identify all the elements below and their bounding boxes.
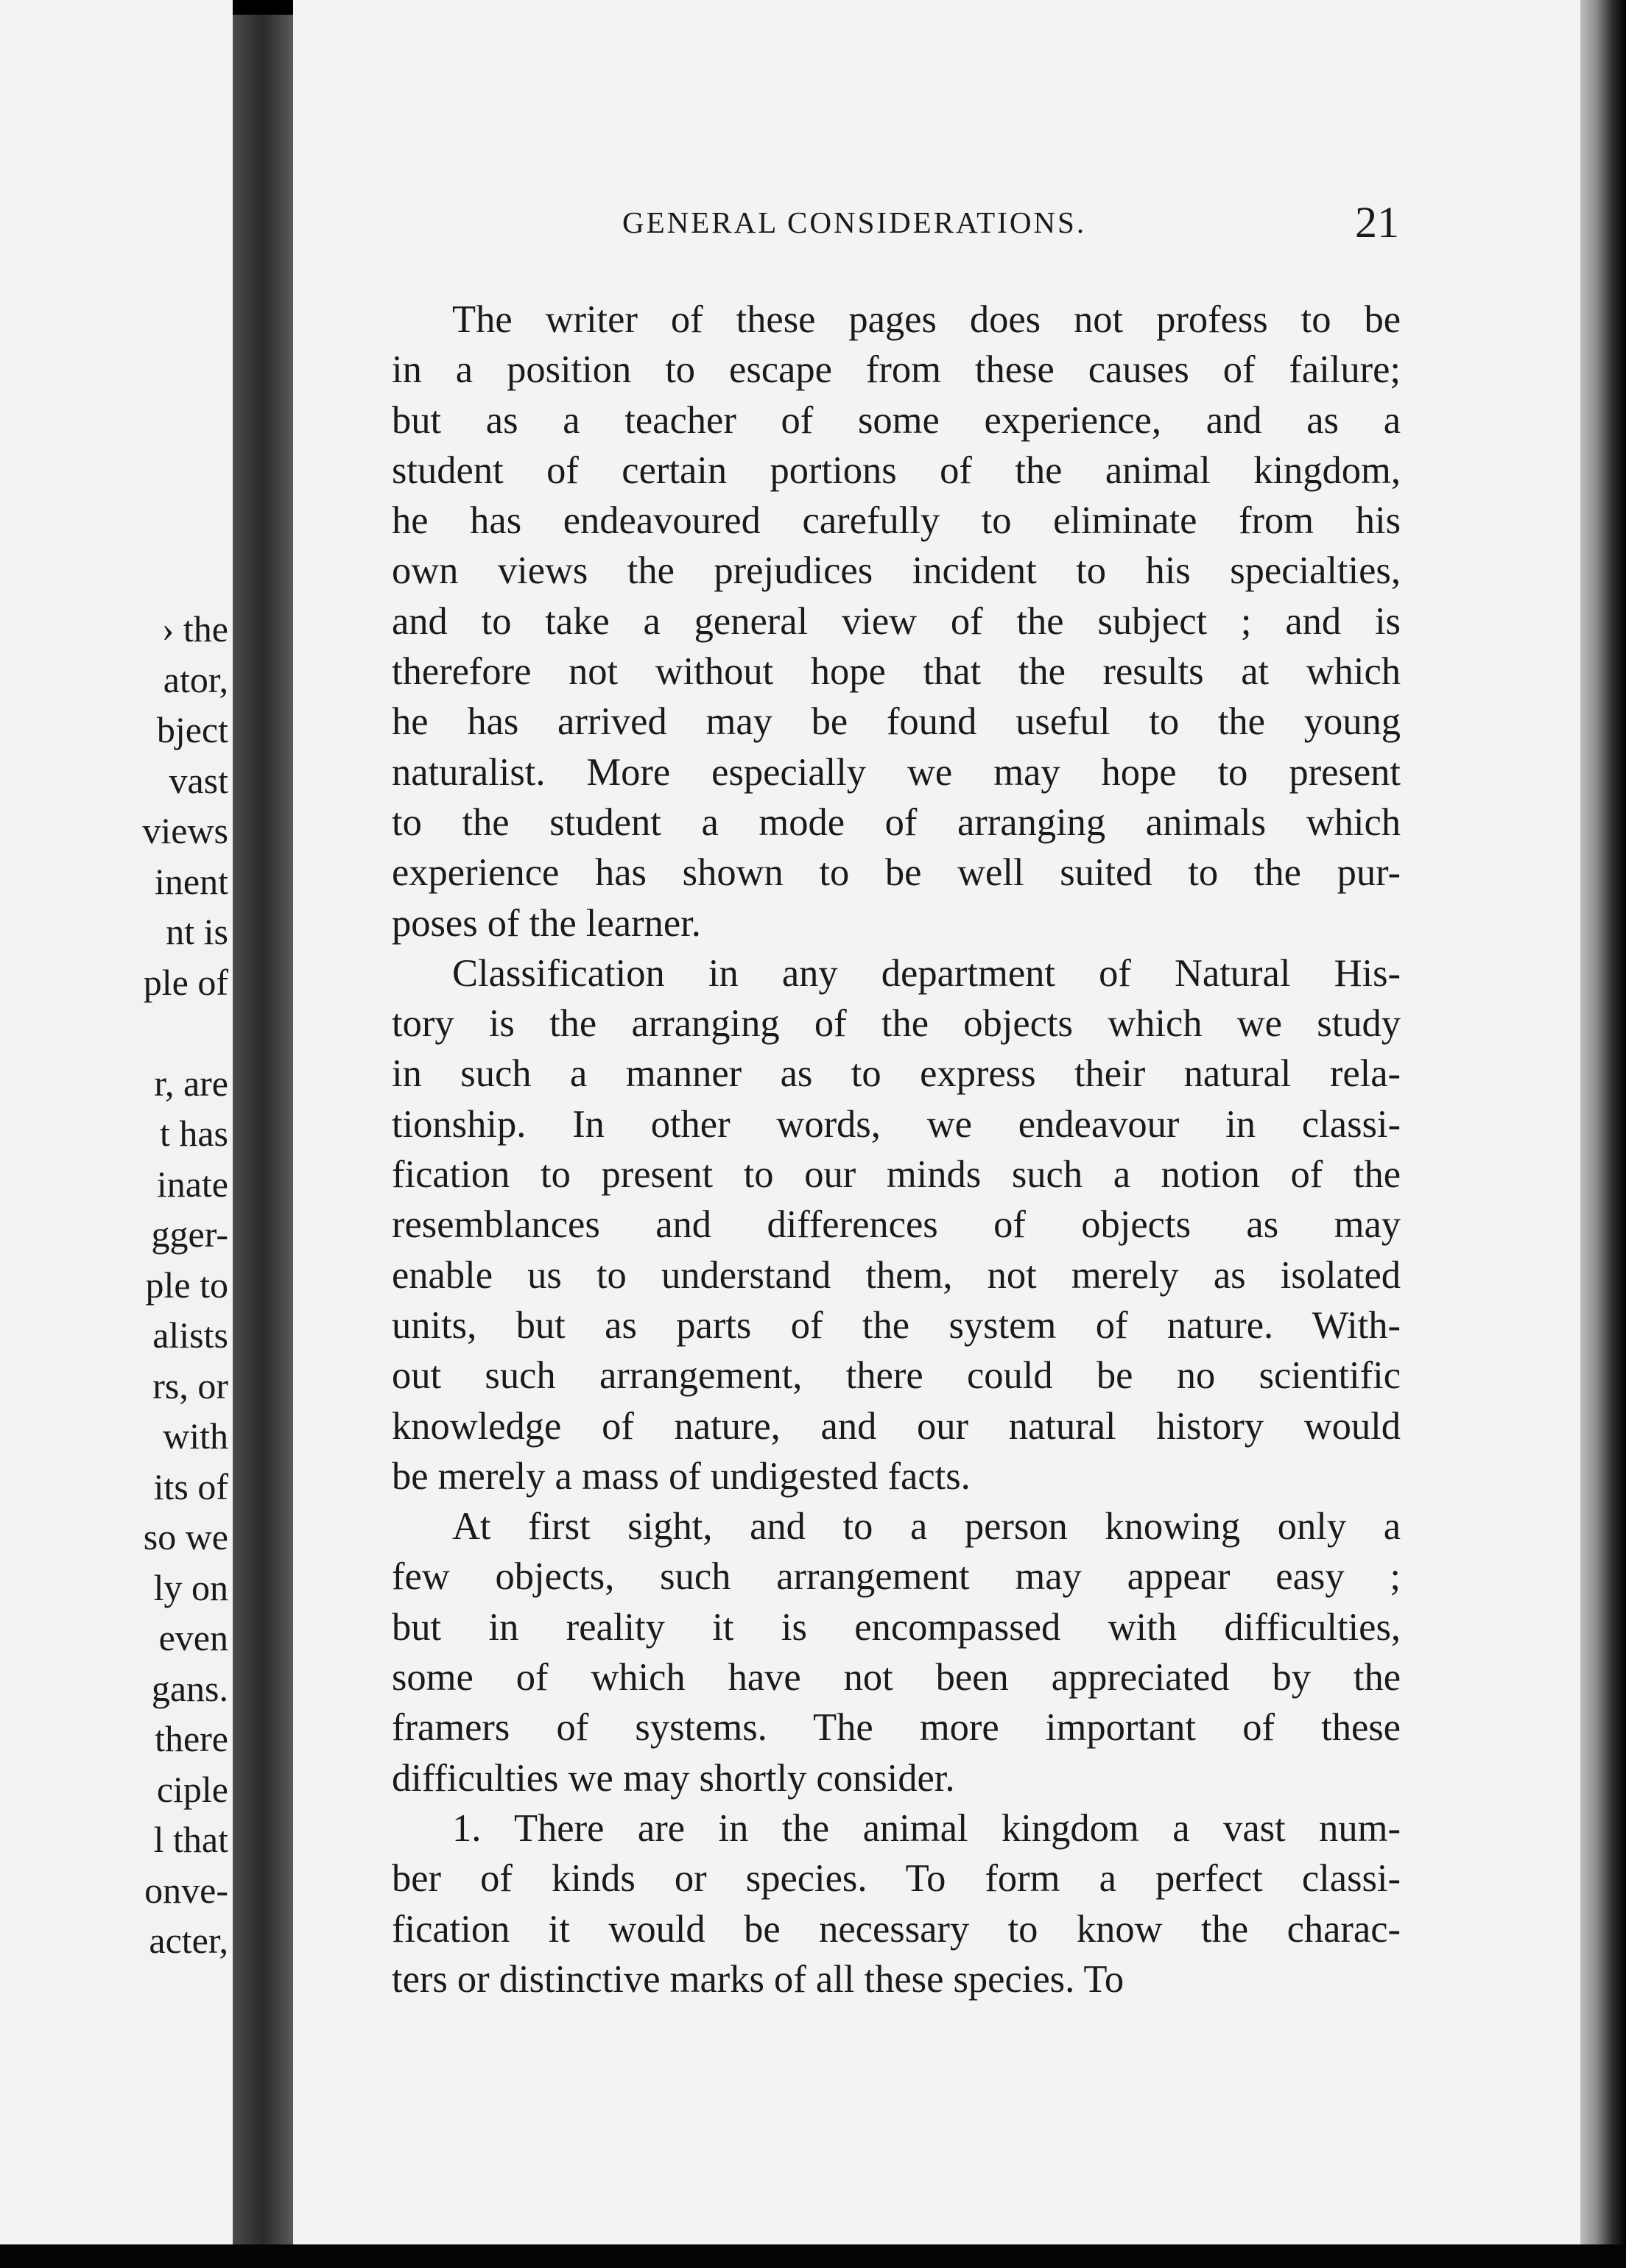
facing-page-line: acter,: [149, 1920, 228, 1961]
facing-page-line: with: [163, 1415, 228, 1457]
facing-page-line: ple of: [143, 961, 228, 1003]
text-line: experience has shown to be well suited to the pur-: [392, 851, 1401, 895]
facing-page-line: ciple: [156, 1768, 228, 1810]
text-line: units, but as parts of the system of nature. With-: [392, 1303, 1401, 1347]
paragraph: [392, 1501, 1401, 1803]
running-head: GENERAL CONSIDERATIONS.: [622, 205, 1087, 239]
facing-page-line: r, are: [154, 1062, 228, 1104]
text-line: student of certain portions of the animal kingdom,: [392, 448, 1401, 492]
text-line: At first sight, and to a person knowing only a: [452, 1505, 1401, 1549]
text-line: some of which have not been appreciated by the: [392, 1656, 1401, 1700]
text-line: tionship. In other words, we endeavour in classi-: [392, 1102, 1401, 1146]
text-line: he has endeavoured carefully to eliminate from his: [392, 499, 1401, 543]
text-line: fication to present to our minds such a notion of the: [392, 1153, 1401, 1197]
facing-page-line: ator,: [163, 658, 228, 700]
text-line: enable us to understand them, not merely as isolated: [392, 1253, 1401, 1297]
page-edge-shadow: [1580, 0, 1626, 2268]
facing-page-line: inate: [156, 1163, 228, 1205]
text-line: resemblances and differences of objects as may: [392, 1203, 1401, 1247]
body-text: [392, 295, 1401, 2004]
text-line: in a position to escape from these causes of failure;: [392, 348, 1401, 392]
text-line: few objects, such arrangement may appear easy ;: [392, 1555, 1401, 1599]
text-line: tory is the arranging of the objects which we study: [392, 1002, 1401, 1046]
facing-page-line: › the: [161, 608, 228, 649]
facing-page-line: rs, or: [152, 1364, 228, 1406]
facing-page-line: there: [155, 1718, 228, 1759]
page-number: 21: [1355, 198, 1399, 247]
text-line: Classification in any department of Natural His-: [452, 951, 1401, 995]
facing-page-line: its of: [153, 1465, 228, 1507]
paragraph: [392, 948, 1401, 1501]
text-line: 1. There are in the animal kingdom a vast num-: [452, 1806, 1401, 1850]
text-line: naturalist. More especially we may hope to present: [392, 750, 1401, 794]
text-line: knowledge of nature, and our natural history would: [392, 1404, 1401, 1448]
text-line: he has arrived may be found useful to the young: [392, 700, 1401, 744]
text-line: but in reality it is encompassed with difficulties,: [392, 1605, 1401, 1649]
text-line: therefore not without hope that the results at which: [392, 650, 1401, 694]
facing-page-text: [142, 604, 228, 1966]
paragraph: [392, 295, 1401, 948]
text-line: to the student a mode of arranging animals which: [392, 800, 1401, 844]
text-line: framers of systems. The more important of these: [392, 1706, 1401, 1750]
text-line: but as a teacher of some experience, and as a: [392, 398, 1401, 442]
text-line: and to take a general view of the subject ; and is: [392, 599, 1401, 643]
facing-page-line: l that: [153, 1819, 228, 1860]
facing-page-line: gans.: [151, 1667, 228, 1709]
facing-page-line: so we: [143, 1516, 228, 1557]
facing-page-line: ple to: [145, 1264, 228, 1306]
facing-page-line: alists: [152, 1314, 228, 1356]
book-gutter-shadow: [233, 15, 293, 2253]
text-line: ters or distinctive marks of all these species. To: [392, 1957, 1125, 2001]
facing-page-line: bject: [156, 709, 228, 750]
text-line: The writer of these pages does not profess to be: [452, 298, 1401, 341]
facing-page-line: gger-: [151, 1214, 228, 1255]
paragraph: [392, 1803, 1401, 2004]
facing-page-line: [142, 1007, 228, 1058]
text-line: be merely a mass of undigested facts.: [392, 1454, 971, 1498]
text-line: fication it would be necessary to know the charac-: [392, 1907, 1401, 1951]
facing-page-line: vast: [169, 759, 228, 801]
facing-page-line: t has: [159, 1113, 228, 1154]
text-line: poses of the learner.: [392, 901, 701, 945]
text-line: in such a manner as to express their natural rela-: [392, 1052, 1401, 1096]
facing-page-left: [0, 0, 233, 2244]
facing-page-line: views: [142, 810, 228, 851]
text-line: out such arrangement, there could be no scientific: [392, 1354, 1401, 1398]
facing-page-line: inent: [155, 860, 228, 902]
text-line: own views the prejudices incident to his specialties,: [392, 549, 1401, 593]
text-line: ber of kinds or species. To form a perfect classi-: [392, 1857, 1401, 1901]
facing-page-line: onve-: [144, 1869, 228, 1911]
facing-page-line: nt is: [166, 911, 228, 952]
facing-page-line: even: [158, 1617, 228, 1658]
facing-page-line: ly on: [153, 1566, 228, 1608]
scan-border: [0, 2244, 1626, 2268]
text-line: difficulties we may shortly consider.: [392, 1756, 955, 1800]
